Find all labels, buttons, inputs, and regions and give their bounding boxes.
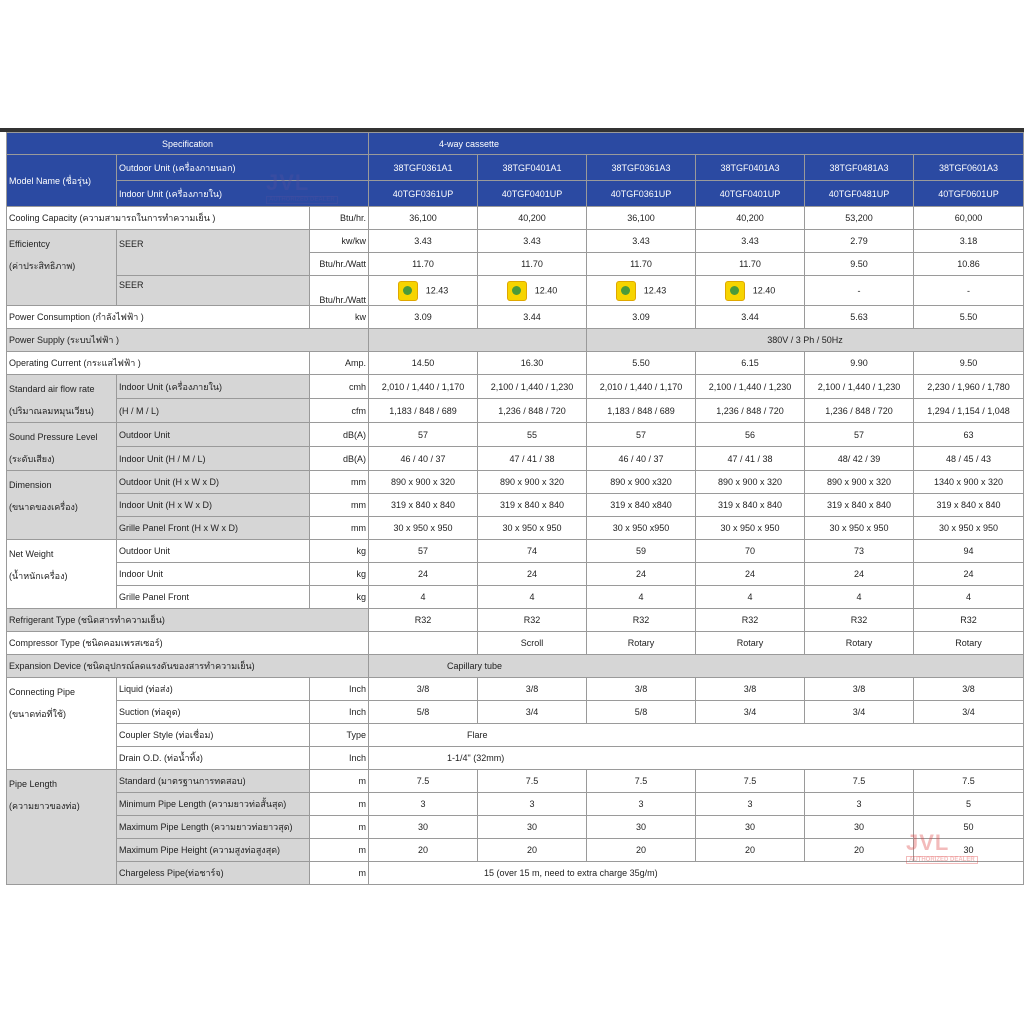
value-cell: 30 xyxy=(369,816,478,839)
value-cell: 3.43 xyxy=(478,230,587,253)
value-cell: 36,100 xyxy=(587,207,696,230)
value-cell: 30 x 950 x950 xyxy=(587,517,696,540)
outdoor-model-row xyxy=(7,155,1024,181)
cooling-capacity-label: Cooling Capacity (ความสามารถในการทำความเย็น ) xyxy=(7,207,310,230)
unit-label: mm xyxy=(310,517,369,540)
compressor-label: Compressor Type (ชนิดคอมเพรสเซอร์) xyxy=(7,632,369,655)
energy-label-icon xyxy=(616,281,636,301)
section-subtitle: (ความยาวของท่อ) xyxy=(9,801,80,811)
value-cell: 73 xyxy=(805,540,914,563)
value-cell xyxy=(478,276,587,306)
unit-label: Type xyxy=(310,724,369,747)
section-title: Dimension xyxy=(9,480,52,490)
unit-label: Amp. xyxy=(310,352,369,375)
value-cell: 20 xyxy=(369,839,478,862)
value-cell: 7.5 xyxy=(805,770,914,793)
value-cell: 2,100 / 1,440 / 1,230 xyxy=(696,375,805,399)
dimension-grille-label: Grille Panel Front (H x W x D) xyxy=(117,517,310,540)
value-cell: 1,183 / 848 / 689 xyxy=(587,399,696,423)
pipe-height-label: Maximum Pipe Height (ความสูงท่อสูงสุด) xyxy=(117,839,310,862)
value-cell: 3.09 xyxy=(369,306,478,329)
sound-outdoor-label: Outdoor Unit xyxy=(117,423,310,447)
value-cell: R32 xyxy=(914,609,1024,632)
unit-label: kg xyxy=(310,586,369,609)
value-cell: 9.50 xyxy=(805,253,914,276)
value-cell: 319 x 840 x 840 xyxy=(805,494,914,517)
sound-indoor-row xyxy=(7,447,1024,471)
power-supply-value: 380V / 3 Ph / 50Hz xyxy=(587,329,1024,352)
expansion-row xyxy=(7,655,1024,678)
value-cell: 3.43 xyxy=(369,230,478,253)
section-subtitle: (ปริมาณลมหมุนเวียน) xyxy=(9,406,94,416)
value-cell: 30 x 950 x 950 xyxy=(805,517,914,540)
pipe-drain-row xyxy=(7,747,1024,770)
indoor-model-row xyxy=(7,181,1024,207)
unit-label: m xyxy=(310,816,369,839)
pipe-coupler-row xyxy=(7,724,1024,747)
weight-indoor-row xyxy=(7,563,1024,586)
value-cell: 48 / 45 / 43 xyxy=(914,447,1024,471)
energy-label-icon xyxy=(507,281,527,301)
value-cell: 890 x 900 x 320 xyxy=(478,471,587,494)
value-cell: Rotary xyxy=(587,632,696,655)
value-cell: R32 xyxy=(805,609,914,632)
expansion-label: Expansion Device (ชนิดอุปกรณ์ลดแรงดันของสารทำความเย็น) xyxy=(7,655,369,678)
value-cell: 46 / 40 / 37 xyxy=(369,447,478,471)
value-cell: 4 xyxy=(369,586,478,609)
unit-label: Btu/hr./Watt xyxy=(310,276,369,306)
value-cell: 3 xyxy=(478,793,587,816)
indoor-model-5: 40TGF0481UP xyxy=(805,181,914,207)
section-title: Connecting Pipe xyxy=(9,687,76,697)
pipe-length-min-row xyxy=(7,793,1024,816)
airflow-section-label xyxy=(7,375,117,423)
pipe-liquid-label: Liquid (ท่อส่ง) xyxy=(117,678,310,701)
seer-value: 12.40 xyxy=(752,284,776,295)
value-cell: R32 xyxy=(478,609,587,632)
value-cell: 48/ 42 / 39 xyxy=(805,447,914,471)
value-cell: 9.90 xyxy=(805,352,914,375)
dimension-section-label xyxy=(7,471,117,540)
indoor-model-6: 40TGF0601UP xyxy=(914,181,1024,207)
value-cell: R32 xyxy=(696,609,805,632)
section-subtitle: (น้ำหนักเครื่อง) xyxy=(9,571,68,581)
value-cell: 3.18 xyxy=(914,230,1024,253)
value-cell: 5.50 xyxy=(914,306,1024,329)
value-cell: 70 xyxy=(696,540,805,563)
value-cell: 3/4 xyxy=(696,701,805,724)
value-cell xyxy=(696,276,805,306)
value-cell: Rotary xyxy=(696,632,805,655)
sound-indoor-label: Indoor Unit (H / M / L) xyxy=(117,447,310,471)
value-cell: 319 x 840 x 840 xyxy=(478,494,587,517)
value-cell: 3/8 xyxy=(696,678,805,701)
pipe-suction-row xyxy=(7,701,1024,724)
value-cell: 57 xyxy=(805,423,914,447)
unit-label: cmh xyxy=(310,375,369,399)
weight-outdoor-row xyxy=(7,540,1024,563)
value-cell: 2.79 xyxy=(805,230,914,253)
unit-label: kw xyxy=(310,306,369,329)
value-cell xyxy=(369,329,587,352)
value-cell: 1,183 / 848 / 689 xyxy=(369,399,478,423)
section-title: Pipe Length xyxy=(9,779,58,789)
dealer-watermark xyxy=(266,170,338,204)
pipe-length-standard-row xyxy=(7,770,1024,793)
value-cell: Rotary xyxy=(914,632,1024,655)
pipe-coupler-value: Flare xyxy=(369,724,1024,747)
value-cell: 24 xyxy=(478,563,587,586)
value-cell xyxy=(369,276,478,306)
dimension-outdoor-label: Outdoor Unit (H x W x D) xyxy=(117,471,310,494)
unit-label: kg xyxy=(310,563,369,586)
value-cell: 5 xyxy=(914,793,1024,816)
watermark-logo: JVL xyxy=(266,170,310,195)
section-subtitle: (ค่าประสิทธิภาพ) xyxy=(9,261,76,271)
value-cell: 30 xyxy=(914,839,1024,862)
power-consumption-row xyxy=(7,306,1024,329)
value-cell: 2,100 / 1,440 / 1,230 xyxy=(805,375,914,399)
value-cell: 3.44 xyxy=(696,306,805,329)
value-cell xyxy=(587,276,696,306)
dimension-outdoor-row xyxy=(7,471,1024,494)
value-cell: 3.09 xyxy=(587,306,696,329)
value-cell: 47 / 41 / 38 xyxy=(696,447,805,471)
value-cell: 5/8 xyxy=(587,701,696,724)
watermark-tag: AUTHORIZED DEALER xyxy=(906,856,978,864)
value-cell: 11.70 xyxy=(478,253,587,276)
value-cell: 3/8 xyxy=(369,678,478,701)
specification-header: Specification xyxy=(7,133,369,155)
value-cell: 30 xyxy=(696,816,805,839)
pipe-min-label: Minimum Pipe Length (ความยาวท่อสั้นสุด) xyxy=(117,793,310,816)
value-cell: 11.70 xyxy=(587,253,696,276)
energy-label-icon xyxy=(725,281,745,301)
cooling-capacity-row xyxy=(7,207,1024,230)
value-cell: 3 xyxy=(587,793,696,816)
pipe-length-max-row xyxy=(7,816,1024,839)
outdoor-model-3: 38TGF0361A3 xyxy=(587,155,696,181)
indoor-model-2: 40TGF0401UP xyxy=(478,181,587,207)
value-cell: 47 / 41 / 38 xyxy=(478,447,587,471)
pipe-drain-value: 1-1/4" (32mm) xyxy=(369,747,1024,770)
value-cell: 1,294 / 1,154 / 1,048 xyxy=(914,399,1024,423)
value-cell: 890 x 900 x 320 xyxy=(696,471,805,494)
value-cell: 60,000 xyxy=(914,207,1024,230)
spec-table xyxy=(6,132,1024,885)
value-cell: 4 xyxy=(914,586,1024,609)
value-cell: 3 xyxy=(805,793,914,816)
value-cell: 890 x 900 x 320 xyxy=(805,471,914,494)
weight-grille-label: Grille Panel Front xyxy=(117,586,310,609)
refrigerant-row xyxy=(7,609,1024,632)
value-cell: 40,200 xyxy=(696,207,805,230)
efficiency-seer2-row xyxy=(7,276,1024,306)
pipe-charge-label: Chargeless Pipe(ท่อชาร์จ) xyxy=(117,862,310,885)
value-cell: 2,230 / 1,960 / 1,780 xyxy=(914,375,1024,399)
unit-label: m xyxy=(310,770,369,793)
pipe-length-height-row xyxy=(7,839,1024,862)
unit-label: m xyxy=(310,839,369,862)
operating-current-row xyxy=(7,352,1024,375)
unit-label: m xyxy=(310,793,369,816)
pipe-length-charge-row xyxy=(7,862,1024,885)
seer-value: 12.43 xyxy=(425,284,449,295)
value-cell: 3 xyxy=(696,793,805,816)
weight-grille-row xyxy=(7,586,1024,609)
value-cell: 30 xyxy=(587,816,696,839)
airflow-cmh-row xyxy=(7,375,1024,399)
watermark-tag: AUTHORIZED DEALER xyxy=(266,196,338,204)
value-cell: 63 xyxy=(914,423,1024,447)
watermark-logo: JVL xyxy=(906,830,950,855)
model-name-label: Model Name (ชื่อรุ่น) xyxy=(7,155,117,207)
unit-label: Btu/hr./Watt xyxy=(310,253,369,276)
dimension-indoor-row xyxy=(7,494,1024,517)
pipe-suction-label: Suction (ท่อดูด) xyxy=(117,701,310,724)
value-cell: 24 xyxy=(369,563,478,586)
sound-outdoor-row xyxy=(7,423,1024,447)
efficiency-section-label xyxy=(7,230,117,306)
value-cell: 24 xyxy=(805,563,914,586)
unit-label: Inch xyxy=(310,678,369,701)
value-cell: 2,010 / 1,440 / 1,170 xyxy=(369,375,478,399)
pipe-standard-label: Standard (มาตรฐานการทดสอบ) xyxy=(117,770,310,793)
value-cell: 24 xyxy=(587,563,696,586)
outdoor-model-2: 38TGF0401A1 xyxy=(478,155,587,181)
value-cell: 319 x 840 x 840 xyxy=(696,494,805,517)
value-cell: 4 xyxy=(478,586,587,609)
value-cell: 20 xyxy=(805,839,914,862)
value-cell: 319 x 840 x 840 xyxy=(914,494,1024,517)
section-title: Net Weight xyxy=(9,549,54,559)
section-subtitle: (ระดับเสียง) xyxy=(9,454,55,464)
value-cell: 50 xyxy=(914,816,1024,839)
value-cell: 319 x 840 x840 xyxy=(587,494,696,517)
value-cell: 4 xyxy=(696,586,805,609)
value-cell: R32 xyxy=(587,609,696,632)
outdoor-model-1: 38TGF0361A1 xyxy=(369,155,478,181)
value-cell: R32 xyxy=(369,609,478,632)
value-cell: 9.50 xyxy=(914,352,1024,375)
indoor-model-3: 40TGF0361UP xyxy=(587,181,696,207)
weight-outdoor-label: Outdoor Unit xyxy=(117,540,310,563)
outdoor-model-4: 38TGF0401A3 xyxy=(696,155,805,181)
value-cell: 1,236 / 848 / 720 xyxy=(696,399,805,423)
value-cell: 3/8 xyxy=(914,678,1024,701)
value-cell: 2,100 / 1,440 / 1,230 xyxy=(478,375,587,399)
value-cell: 30 x 950 x 950 xyxy=(696,517,805,540)
pipe-section-label xyxy=(7,678,117,770)
pipe-charge-value: 15 (over 15 m, need to extra charge 35g/m) xyxy=(369,862,1024,885)
section-title: Sound Pressure Level xyxy=(9,432,98,442)
product-type-header: 4-way cassette xyxy=(369,133,1024,155)
value-cell: 94 xyxy=(914,540,1024,563)
unit-label: kg xyxy=(310,540,369,563)
value-cell: 36,100 xyxy=(369,207,478,230)
value-cell: 30 xyxy=(478,816,587,839)
dimension-indoor-label: Indoor Unit (H x W x D) xyxy=(117,494,310,517)
outdoor-model-5: 38TGF0481A3 xyxy=(805,155,914,181)
indoor-model-4: 40TGF0401UP xyxy=(696,181,805,207)
value-cell: 890 x 900 x320 xyxy=(587,471,696,494)
value-cell: 7.5 xyxy=(587,770,696,793)
value-cell: 890 x 900 x 320 xyxy=(369,471,478,494)
section-subtitle: (ขนาดของเครื่อง) xyxy=(9,502,78,512)
value-cell: 319 x 840 x 840 xyxy=(369,494,478,517)
pipe-length-section-label xyxy=(7,770,117,885)
value-cell: 1340 x 900 x 320 xyxy=(914,471,1024,494)
weight-section-label xyxy=(7,540,117,609)
value-cell: 16.30 xyxy=(478,352,587,375)
seer-value: 12.43 xyxy=(643,284,667,295)
value-cell: Rotary xyxy=(805,632,914,655)
unit-label: dB(A) xyxy=(310,423,369,447)
unit-label: Btu/hr. xyxy=(310,207,369,230)
value-cell: 56 xyxy=(696,423,805,447)
value-cell: 24 xyxy=(696,563,805,586)
value-cell: 6.15 xyxy=(696,352,805,375)
value-cell: 3/8 xyxy=(587,678,696,701)
value-cell: Scroll xyxy=(478,632,587,655)
outdoor-unit-label: Outdoor Unit (เครื่องภายนอก) xyxy=(117,155,369,181)
value-cell: - xyxy=(805,276,914,306)
unit-label: kw/kw xyxy=(310,230,369,253)
value-cell: 3/4 xyxy=(914,701,1024,724)
power-supply-label: Power Supply (ระบบไฟฟ้า ) xyxy=(7,329,369,352)
value-cell: 1,236 / 848 / 720 xyxy=(478,399,587,423)
dealer-watermark-2 xyxy=(906,830,978,864)
value-cell: - xyxy=(914,276,1024,306)
unit-label: Inch xyxy=(310,701,369,724)
value-cell: 1,236 / 848 / 720 xyxy=(805,399,914,423)
value-cell: 30 x 950 x 950 xyxy=(478,517,587,540)
value-cell: 55 xyxy=(478,423,587,447)
expansion-value: Capillary tube xyxy=(369,655,1024,678)
pipe-drain-label: Drain O.D. (ท่อน้ำทิ้ง) xyxy=(117,747,310,770)
seer-label: SEER xyxy=(117,276,310,306)
value-cell: 3.43 xyxy=(696,230,805,253)
airflow-indoor-label: Indoor Unit (เครื่องภายใน) xyxy=(117,375,310,399)
value-cell: 53,200 xyxy=(805,207,914,230)
efficiency-kw-row xyxy=(7,230,1024,253)
value-cell: 11.70 xyxy=(369,253,478,276)
unit-label: cfm xyxy=(310,399,369,423)
value-cell: 57 xyxy=(587,423,696,447)
unit-label: Inch xyxy=(310,747,369,770)
refrigerant-label: Refrigerant Type (ชนิดสารทำความเย็น) xyxy=(7,609,369,632)
value-cell: 10.86 xyxy=(914,253,1024,276)
value-cell: 57 xyxy=(369,423,478,447)
pipe-liquid-row xyxy=(7,678,1024,701)
value-cell: 5.63 xyxy=(805,306,914,329)
operating-current-label: Operating Current (กระแสไฟฟ้า ) xyxy=(7,352,310,375)
value-cell: 20 xyxy=(696,839,805,862)
unit-label: mm xyxy=(310,471,369,494)
value-cell: 11.70 xyxy=(696,253,805,276)
value-cell: 3/8 xyxy=(805,678,914,701)
section-title: Efficientcy xyxy=(9,239,50,249)
energy-label-icon xyxy=(398,281,418,301)
value-cell: 2,010 / 1,440 / 1,170 xyxy=(587,375,696,399)
seer-label: SEER xyxy=(117,230,310,276)
value-cell: 20 xyxy=(587,839,696,862)
value-cell: 4 xyxy=(587,586,696,609)
value-cell: 57 xyxy=(369,540,478,563)
airflow-cfm-row xyxy=(7,399,1024,423)
value-cell: 5.50 xyxy=(587,352,696,375)
outdoor-model-6: 38TGF0601A3 xyxy=(914,155,1024,181)
value-cell: 30 x 950 x 950 xyxy=(369,517,478,540)
indoor-model-1: 40TGF0361UP xyxy=(369,181,478,207)
sound-section-label xyxy=(7,423,117,471)
unit-label: m xyxy=(310,862,369,885)
unit-label: mm xyxy=(310,494,369,517)
value-cell xyxy=(369,632,478,655)
header-row xyxy=(7,133,1024,155)
value-cell: 3/4 xyxy=(805,701,914,724)
pipe-coupler-label: Coupler Style (ท่อเชื่อม) xyxy=(117,724,310,747)
indoor-unit-label: Indoor Unit (เครื่องภายใน) xyxy=(117,181,369,207)
value-cell: 7.5 xyxy=(696,770,805,793)
weight-indoor-label: Indoor Unit xyxy=(117,563,310,586)
airflow-hml-label: (H / M / L) xyxy=(117,399,310,423)
power-supply-row xyxy=(7,329,1024,352)
value-cell: 74 xyxy=(478,540,587,563)
value-cell: 7.5 xyxy=(478,770,587,793)
value-cell: 14.50 xyxy=(369,352,478,375)
value-cell: 7.5 xyxy=(369,770,478,793)
unit-label: dB(A) xyxy=(310,447,369,471)
value-cell: 46 / 40 / 37 xyxy=(587,447,696,471)
value-cell: 40,200 xyxy=(478,207,587,230)
value-cell: 3/8 xyxy=(478,678,587,701)
value-cell: 24 xyxy=(914,563,1024,586)
seer-value: 12.40 xyxy=(534,284,558,295)
value-cell: 3/4 xyxy=(478,701,587,724)
pipe-max-label: Maximum Pipe Length (ความยาวท่อยาวสุด) xyxy=(117,816,310,839)
value-cell: 3.43 xyxy=(587,230,696,253)
section-title: Standard air flow rate xyxy=(9,384,95,394)
compressor-row xyxy=(7,632,1024,655)
value-cell: 4 xyxy=(805,586,914,609)
power-consumption-label: Power Consumption (กำลังไฟฟ้า ) xyxy=(7,306,310,329)
value-cell: 3.44 xyxy=(478,306,587,329)
value-cell: 3 xyxy=(369,793,478,816)
value-cell: 5/8 xyxy=(369,701,478,724)
value-cell: 20 xyxy=(478,839,587,862)
section-subtitle: (ขนาดท่อที่ใช้) xyxy=(9,709,66,719)
value-cell: 59 xyxy=(587,540,696,563)
dimension-grille-row xyxy=(7,517,1024,540)
value-cell: 7.5 xyxy=(914,770,1024,793)
value-cell: 30 xyxy=(805,816,914,839)
value-cell: 30 x 950 x 950 xyxy=(914,517,1024,540)
